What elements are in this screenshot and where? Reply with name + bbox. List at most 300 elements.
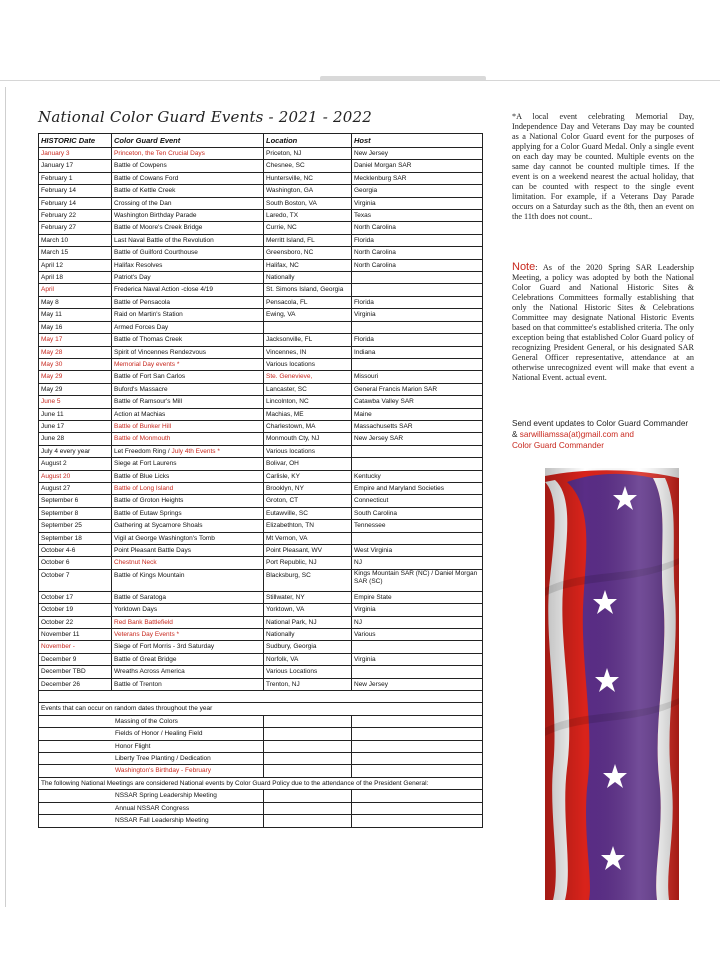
cell-event	[112, 371, 264, 383]
cell-event	[112, 383, 264, 395]
table-row	[39, 545, 483, 557]
cell-host: Maine	[352, 408, 483, 420]
table-row	[39, 557, 483, 569]
table-row	[39, 433, 483, 445]
cell-date: February 14	[39, 185, 112, 197]
event-label: Let Freedom Ring /	[114, 447, 172, 455]
event-label: Halifax Resolves	[114, 261, 163, 269]
event-label: Action at Machias	[114, 410, 166, 418]
cell-date: October 22	[39, 616, 112, 628]
cell-event	[112, 334, 264, 346]
cell-host	[352, 532, 483, 544]
event-label: Battle of Groton Heights	[114, 497, 184, 505]
cell-event	[112, 420, 264, 432]
browser-top-area	[0, 0, 720, 80]
cell-host: NJ	[352, 557, 483, 569]
event-label: Battle of Thomas Creek	[114, 336, 183, 344]
table-row	[39, 296, 483, 308]
cell-location	[264, 765, 352, 777]
table-row	[39, 160, 483, 172]
cell-date: June 11	[39, 408, 112, 420]
cell-date: October 19	[39, 604, 112, 616]
event-label: Veterans Day Events *	[114, 631, 180, 639]
cell-host	[352, 790, 483, 802]
cell-location: Washington, GA	[264, 185, 352, 197]
cell-date: December TBD	[39, 666, 112, 678]
cell-host: Daniel Morgan SAR	[352, 160, 483, 172]
table-row	[39, 148, 483, 160]
cell-host: Empire State	[352, 591, 483, 603]
table-row	[39, 569, 483, 591]
cell-location: Halifax, NC	[264, 259, 352, 271]
cell-location: Lincolnton, NC	[264, 396, 352, 408]
cell-event	[112, 197, 264, 209]
header-event: Color Guard Event	[112, 134, 264, 148]
table-row	[39, 284, 483, 296]
cell-host: Massachusetts SAR	[352, 420, 483, 432]
event-label-tail: July 4th Events *	[171, 447, 220, 455]
cell-event	[112, 666, 264, 678]
cell-host	[352, 815, 483, 827]
table-row	[39, 629, 483, 641]
list-item	[39, 728, 483, 740]
cell-location: Carlisle, KY	[264, 470, 352, 482]
cell-date: September 8	[39, 507, 112, 519]
cell-host: NJ	[352, 616, 483, 628]
cell-event	[112, 458, 264, 470]
cell-location: South Boston, VA	[264, 197, 352, 209]
event-label: Battle of Ramsour's Mill	[114, 398, 183, 406]
cell-location: Greensboro, NC	[264, 247, 352, 259]
cell-date: June 5	[39, 396, 112, 408]
event-label: Patriot's Day	[114, 274, 151, 282]
table-row	[39, 247, 483, 259]
list-item	[39, 802, 483, 814]
cell-host: Florida	[352, 334, 483, 346]
cell-date: October 17	[39, 591, 112, 603]
cell-location: Eutawville, SC	[264, 507, 352, 519]
cell-host	[352, 284, 483, 296]
header-host: Host	[352, 134, 483, 148]
table-row	[39, 604, 483, 616]
cell-event	[112, 148, 264, 160]
cell-location: Port Republic, NJ	[264, 557, 352, 569]
cell-host	[352, 272, 483, 284]
table-row	[39, 172, 483, 184]
list-item-label: NSSAR Fall Leadership Meeting	[39, 815, 264, 827]
table-row	[39, 532, 483, 544]
cell-event	[112, 222, 264, 234]
cell-host: Virginia	[352, 197, 483, 209]
cell-event	[112, 629, 264, 641]
cell-location: Ewing, VA	[264, 309, 352, 321]
cell-date: August 2	[39, 458, 112, 470]
cell-date: August 20	[39, 470, 112, 482]
list-item-label: Honor Flight	[39, 740, 264, 752]
event-label: Raid on Martin's Station	[114, 311, 183, 319]
cell-date: December 9	[39, 653, 112, 665]
cell-host: Virginia	[352, 309, 483, 321]
cell-host: Catawba Valley SAR	[352, 396, 483, 408]
table-row	[39, 309, 483, 321]
cell-location: Groton, CT	[264, 495, 352, 507]
send-text: Send event updates to Color Guard Commander &	[512, 419, 689, 439]
list-item	[39, 765, 483, 777]
note-label: Note	[512, 261, 536, 273]
cell-event	[112, 653, 264, 665]
cell-host: South Carolina	[352, 507, 483, 519]
email-link[interactable]: sarwilliamssa(at)gmail.com	[519, 430, 619, 439]
table-row	[39, 383, 483, 395]
cell-location: Currie, NC	[264, 222, 352, 234]
cell-location: Various locations	[264, 445, 352, 457]
cell-location: Huntersville, NC	[264, 172, 352, 184]
table-row	[39, 678, 483, 690]
event-label: Siege of Fort Morris - 3rd Saturday	[114, 643, 215, 651]
note-text: : As of the 2020 Spring SAR Leadership Meeting, a policy was adopted by both the National Color Guard and National Historic Sites & Celebrations Committees formally establishing that only the National Historic Sites & Celebrations Committee may designate National Historic Events based on that committee's established criteria. The only exception being that established Color Guard policy of recognizing President General, or his designated SAR General Officer representative, attendance at an otherwise unrecognized event will make that event a National Event. actual event.	[512, 263, 694, 382]
event-label: Battle of Great Bridge	[114, 655, 177, 663]
list-item	[39, 715, 483, 727]
table-row	[39, 272, 483, 284]
cell-location: Merritt Island, FL	[264, 234, 352, 246]
policy-note	[512, 262, 694, 383]
cell-event	[112, 557, 264, 569]
cell-location: Lancaster, SC	[264, 383, 352, 395]
cell-location: Vincennes, IN	[264, 346, 352, 358]
cell-event	[112, 309, 264, 321]
cell-event	[112, 358, 264, 370]
event-label: Siege at Fort Laurens	[114, 460, 177, 468]
cell-event	[112, 532, 264, 544]
cell-date: September 18	[39, 532, 112, 544]
table-row	[39, 197, 483, 209]
event-label: Battle of Monmouth	[114, 435, 171, 443]
cell-location: Priceton, NJ	[264, 148, 352, 160]
header-location: Location	[264, 134, 352, 148]
cell-location: Various Locations	[264, 666, 352, 678]
events-table	[38, 133, 483, 828]
cell-location	[264, 728, 352, 740]
cell-host	[352, 321, 483, 333]
cell-location: Nationally	[264, 629, 352, 641]
event-label: Yorktown Days	[114, 606, 158, 614]
table-row	[39, 358, 483, 370]
cell-date: November -	[39, 641, 112, 653]
cell-event	[112, 520, 264, 532]
cell-event	[112, 616, 264, 628]
cell-host: New Jersey	[352, 148, 483, 160]
table-row	[39, 420, 483, 432]
event-label: Princeton, the Ten Crucial Days	[114, 150, 205, 157]
event-label: Battle of Kettle Creek	[114, 187, 176, 195]
local-event-note: *A local event celebrating Memorial Day, Independence Day and Veterans Day may be counted as a National Color Guard event for the purposes of applying for a Color Guard Medal. Only a single event on each day may be counted. Multiple events on the same day cannot be counted multiple times. If the event is on a weekend nearest the actual holiday, that can be counted with respect to the single event limitation. For example, if a Veterans Day Parade occurs on a Saturday such as the 8th, then an event on the 11th does not count..	[512, 112, 694, 221]
table-row	[39, 210, 483, 222]
cell-host: Empire and Maryland Societies	[352, 482, 483, 494]
cell-location	[264, 802, 352, 814]
national-events-header	[39, 777, 483, 789]
event-label: Battle of Cowpens	[114, 162, 167, 170]
cell-host: Texas	[352, 210, 483, 222]
top-divider	[0, 80, 720, 81]
cell-host	[352, 458, 483, 470]
cell-location: St. Simons Island, Georgia	[264, 284, 352, 296]
cell-host	[352, 715, 483, 727]
event-label: Wreaths Across America	[114, 668, 185, 676]
cell-location: Elizabethton, TN	[264, 520, 352, 532]
cell-location: Machias, ME	[264, 408, 352, 420]
cell-date: December 26	[39, 678, 112, 690]
cell-location	[264, 815, 352, 827]
event-label: Armed Forces Day	[114, 323, 169, 331]
cell-date: May 29	[39, 371, 112, 383]
event-label: Buford's Massacre	[114, 385, 168, 393]
cell-date: May 11	[39, 309, 112, 321]
flag-ribbon-image	[545, 468, 679, 900]
cell-location: Chesnee, SC	[264, 160, 352, 172]
cell-event	[112, 408, 264, 420]
cell-host: Connecticut	[352, 495, 483, 507]
cell-location: Bolivar, OH	[264, 458, 352, 470]
table-row	[39, 653, 483, 665]
cell-location: Monmouth Cty, NJ	[264, 433, 352, 445]
event-label: Washington Birthday Parade	[114, 212, 197, 220]
cell-location	[264, 715, 352, 727]
cell-date: May 17	[39, 334, 112, 346]
cell-location: Blacksburg, SC	[264, 569, 352, 591]
event-label: Spirit of Vincennes Rendezvous	[114, 348, 207, 356]
cell-event	[112, 604, 264, 616]
cell-event	[112, 172, 264, 184]
cell-host: Kentucky	[352, 470, 483, 482]
table-row	[39, 321, 483, 333]
table-row	[39, 507, 483, 519]
cell-date: February 27	[39, 222, 112, 234]
event-label: Battle of Moore's Creek Bridge	[114, 224, 203, 232]
cell-host: Mecklenburg SAR	[352, 172, 483, 184]
cell-event	[112, 185, 264, 197]
blank-row	[39, 691, 483, 703]
cell-date: April	[39, 284, 112, 296]
cell-host	[352, 641, 483, 653]
list-item	[39, 790, 483, 802]
cell-location: Yorktown, VA	[264, 604, 352, 616]
cell-date: January 3	[39, 148, 112, 160]
cell-date: September 25	[39, 520, 112, 532]
cell-date: March 10	[39, 234, 112, 246]
cell-date: March 15	[39, 247, 112, 259]
cell-location: Stillwater, NY	[264, 591, 352, 603]
cell-location: Point Pleasant, WV	[264, 545, 352, 557]
cell-location: Ste. Genevieve,	[264, 371, 352, 383]
cell-location	[264, 790, 352, 802]
cell-host	[352, 666, 483, 678]
table-row	[39, 470, 483, 482]
table-row	[39, 259, 483, 271]
cell-host: Virginia	[352, 604, 483, 616]
cell-event	[112, 346, 264, 358]
cell-host: Virginia	[352, 653, 483, 665]
cell-location: Trenton, NJ	[264, 678, 352, 690]
header-date: HISTORIC Date	[39, 134, 112, 148]
event-label: Point Pleasant Battle Days	[114, 547, 191, 554]
cell-host: New Jersey	[352, 678, 483, 690]
table-row	[39, 458, 483, 470]
cell-event	[112, 321, 264, 333]
table-row	[39, 445, 483, 457]
national-events-header-text: The following National Meetings are considered National events by Color Guard Policy due to the attendance of the President General:	[39, 777, 483, 789]
cell-host	[352, 765, 483, 777]
cell-event	[112, 160, 264, 172]
cell-event	[112, 272, 264, 284]
event-label: Battle of Bunker Hill	[114, 422, 172, 430]
cell-host: Various	[352, 629, 483, 641]
cell-date: September 6	[39, 495, 112, 507]
table-row	[39, 396, 483, 408]
cell-location: Charlestown, MA	[264, 420, 352, 432]
cell-location: Jacksonville, FL	[264, 334, 352, 346]
event-label: Last Naval Battle of the Revolution	[114, 236, 214, 244]
random-events-header-text: Events that can occur on random dates throughout the year	[39, 703, 483, 715]
cell-host: Missouri	[352, 371, 483, 383]
cell-date: October 7	[39, 569, 112, 591]
event-label: Battle of Saratoga	[114, 593, 167, 601]
event-label: Crossing of the Dan	[114, 199, 172, 207]
cell-host: North Carolina	[352, 222, 483, 234]
cell-location	[264, 740, 352, 752]
cell-host: North Carolina	[352, 259, 483, 271]
cell-event	[112, 569, 264, 591]
cell-date: February 14	[39, 197, 112, 209]
list-item-label: Annual NSSAR Congress	[39, 802, 264, 814]
cell-location: Norfolk, VA	[264, 653, 352, 665]
cell-host: New Jersey SAR	[352, 433, 483, 445]
cell-event	[112, 678, 264, 690]
table-row	[39, 616, 483, 628]
cell-date: January 17	[39, 160, 112, 172]
cell-location: Brooklyn, NY	[264, 482, 352, 494]
cell-event	[112, 247, 264, 259]
cell-host: Georgia	[352, 185, 483, 197]
random-events-header	[39, 703, 483, 715]
cell-location: Nationally	[264, 272, 352, 284]
event-label: Battle of Guilford Courthouse	[114, 249, 198, 257]
cell-event	[112, 433, 264, 445]
cell-host	[352, 753, 483, 765]
send-and: and	[618, 430, 634, 439]
page-title: National Color Guard Events - 2021 - 2022	[38, 108, 372, 126]
cell-location	[264, 753, 352, 765]
cell-host: Kings Mountain SAR (NC) / Daniel Morgan SAR (SC)	[352, 569, 483, 591]
table-row	[39, 346, 483, 358]
cell-host: Florida	[352, 296, 483, 308]
cell-event	[112, 507, 264, 519]
cell-host	[352, 740, 483, 752]
table-row	[39, 334, 483, 346]
cell-host: Tennessee	[352, 520, 483, 532]
cell-location: Laredo, TX	[264, 210, 352, 222]
cell-date: May 29	[39, 383, 112, 395]
event-label: Gathering at Sycamore Shoals	[114, 522, 203, 530]
event-label: Battle of Cowans Ford	[114, 174, 179, 182]
cell-event	[112, 259, 264, 271]
cell-host	[352, 728, 483, 740]
table-row	[39, 591, 483, 603]
cell-event	[112, 210, 264, 222]
cell-host: General Francis Marion SAR	[352, 383, 483, 395]
cell-event	[112, 482, 264, 494]
cell-location: National Park, NJ	[264, 616, 352, 628]
cell-event	[112, 396, 264, 408]
cell-event	[112, 641, 264, 653]
list-item-label: Washington's Birthday - February	[39, 765, 264, 777]
cell-date: July 4 every year	[39, 445, 112, 457]
list-item-label: Massing of the Colors	[39, 715, 264, 727]
table-row	[39, 222, 483, 234]
event-label: Frederica Naval Action -close 4/19	[114, 286, 213, 294]
cell-host: Indiana	[352, 346, 483, 358]
cell-event	[112, 470, 264, 482]
list-item-label: NSSAR Spring Leadership Meeting	[39, 790, 264, 802]
cell-location: Mt Vernon, VA	[264, 532, 352, 544]
cell-date: June 17	[39, 420, 112, 432]
event-label: Battle of Pensacola	[114, 298, 171, 306]
list-item	[39, 815, 483, 827]
event-label: Memorial Day events *	[114, 360, 180, 368]
cell-event	[112, 284, 264, 296]
page-bottom-area	[0, 908, 720, 960]
cell-date: May 30	[39, 358, 112, 370]
table-row	[39, 185, 483, 197]
cell-event	[112, 545, 264, 557]
table-row	[39, 666, 483, 678]
commander-link[interactable]: Color Guard Commander	[512, 441, 604, 450]
table-row	[39, 641, 483, 653]
event-label: Battle of Blue Licks	[114, 472, 170, 480]
table-row	[39, 495, 483, 507]
event-label: Vigil at George Washington's Tomb	[114, 534, 215, 542]
cell-event	[112, 495, 264, 507]
blank-cell	[39, 691, 483, 703]
cell-event	[112, 234, 264, 246]
event-label: Battle of Trenton	[114, 680, 162, 688]
cell-date: October 4-6	[39, 545, 112, 557]
table-row	[39, 234, 483, 246]
event-label: Battle of Fort San Carlos	[114, 373, 186, 381]
event-label: Chestnut Neck	[114, 559, 157, 567]
list-item	[39, 740, 483, 752]
cell-host	[352, 445, 483, 457]
cell-date: May 28	[39, 346, 112, 358]
cell-event	[112, 296, 264, 308]
send-updates	[512, 418, 694, 451]
table-row	[39, 520, 483, 532]
list-item	[39, 753, 483, 765]
cell-date: August 27	[39, 482, 112, 494]
cell-date: November 11	[39, 629, 112, 641]
list-item-label: Fields of Honor / Healing Field	[39, 728, 264, 740]
cell-event	[112, 445, 264, 457]
cell-host	[352, 358, 483, 370]
cell-host: Florida	[352, 234, 483, 246]
table-row	[39, 408, 483, 420]
event-label: Battle of Long Island	[114, 484, 174, 492]
cell-date: April 18	[39, 272, 112, 284]
cell-date: May 8	[39, 296, 112, 308]
cell-date: May 16	[39, 321, 112, 333]
table-header-row	[39, 134, 483, 148]
cell-location: Various locations	[264, 358, 352, 370]
cell-date: October 6	[39, 557, 112, 569]
